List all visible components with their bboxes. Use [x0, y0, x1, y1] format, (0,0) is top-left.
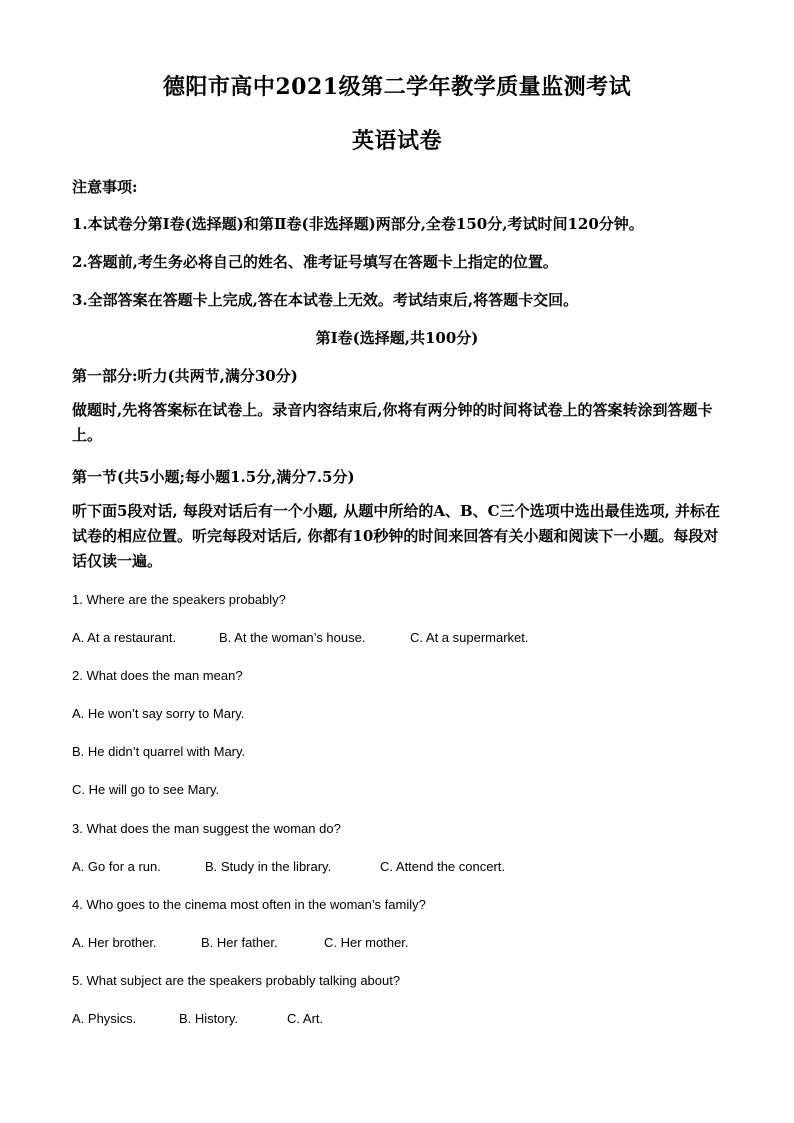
question-3-option-b: B. Study in the library.	[205, 859, 332, 874]
question-4-option-c: C. Her mother.	[324, 935, 409, 950]
question-2-stem: 2. What does the man mean?	[72, 668, 243, 683]
question-4-option-a: A. Her brother.	[72, 935, 157, 950]
question-5-option-c: C. Art.	[287, 1011, 324, 1026]
question-3-stem: 3. What does the man suggest the woman do?	[72, 821, 341, 836]
question-1-stem: 1. Where are the speakers probably?	[72, 592, 286, 607]
part1-heading: 第一部分:听力(共两节,满分30分)	[72, 367, 298, 385]
question-3-option-a: A. Go for a run.	[72, 859, 161, 874]
question-1-option-c: C. At a supermarket.	[410, 630, 529, 645]
note-item-2: 2.答题前,考生务必将自己的姓名、准考证号填写在答题卡上指定的位置。	[72, 253, 558, 271]
notes-heading: 注意事项:	[72, 178, 138, 196]
question-1-option-b: B. At the woman’s house.	[219, 630, 366, 645]
part1-instruction: 做题时,先将答案标在试卷上。录音内容结束后,你将有两分钟的时间将试卷上的答案转涂到答题卡上。	[72, 401, 713, 444]
question-5-option-b: B. History.	[179, 1011, 238, 1026]
section1-heading: 第一节(共5小题;每小题1.5分,满分7.5分)	[72, 468, 355, 486]
question-4-stem: 4. Who goes to the cinema most often in the woman’s family?	[72, 897, 426, 912]
question-5-option-a: A. Physics.	[72, 1011, 137, 1026]
volume1-heading: 第Ⅰ卷(选择题,共100分)	[315, 329, 479, 347]
question-2-option-b: B. He didn’t quarrel with Mary.	[72, 744, 246, 759]
note-item-3: 3.全部答案在答题卡上完成,答在本试卷上无效。考试结束后,将答题卡交回。	[72, 291, 579, 309]
exam-title: 德阳市高中2021级第二学年教学质量监测考试	[162, 74, 632, 100]
question-3-option-c: C. Attend the concert.	[380, 859, 506, 874]
question-2-option-a: A. He won’t say sorry to Mary.	[72, 706, 245, 721]
note-item-1: 1.本试卷分第Ⅰ卷(选择题)和第Ⅱ卷(非选择题)两部分,全卷150分,考试时间120分钟。	[72, 215, 644, 233]
exam-subtitle: 英语试卷	[351, 128, 442, 154]
section1-instruction: 听下面5段对话, 每段对话后有一个小题, 从题中所给的A、B、C三个选项中选出最佳选项, 并标在试卷的相应位置。听完每段对话后, 你都有10秒钟的时间来回答有关小题和阅读下一小题。每段对话仅读一遍。	[72, 502, 721, 570]
question-4-option-b: B. Her father.	[201, 935, 278, 950]
question-1-option-a: A. At a restaurant.	[72, 630, 177, 645]
question-5-stem: 5. What subject are the speakers probably talking about?	[72, 973, 401, 988]
question-2-option-c: C. He will go to see Mary.	[72, 782, 220, 797]
